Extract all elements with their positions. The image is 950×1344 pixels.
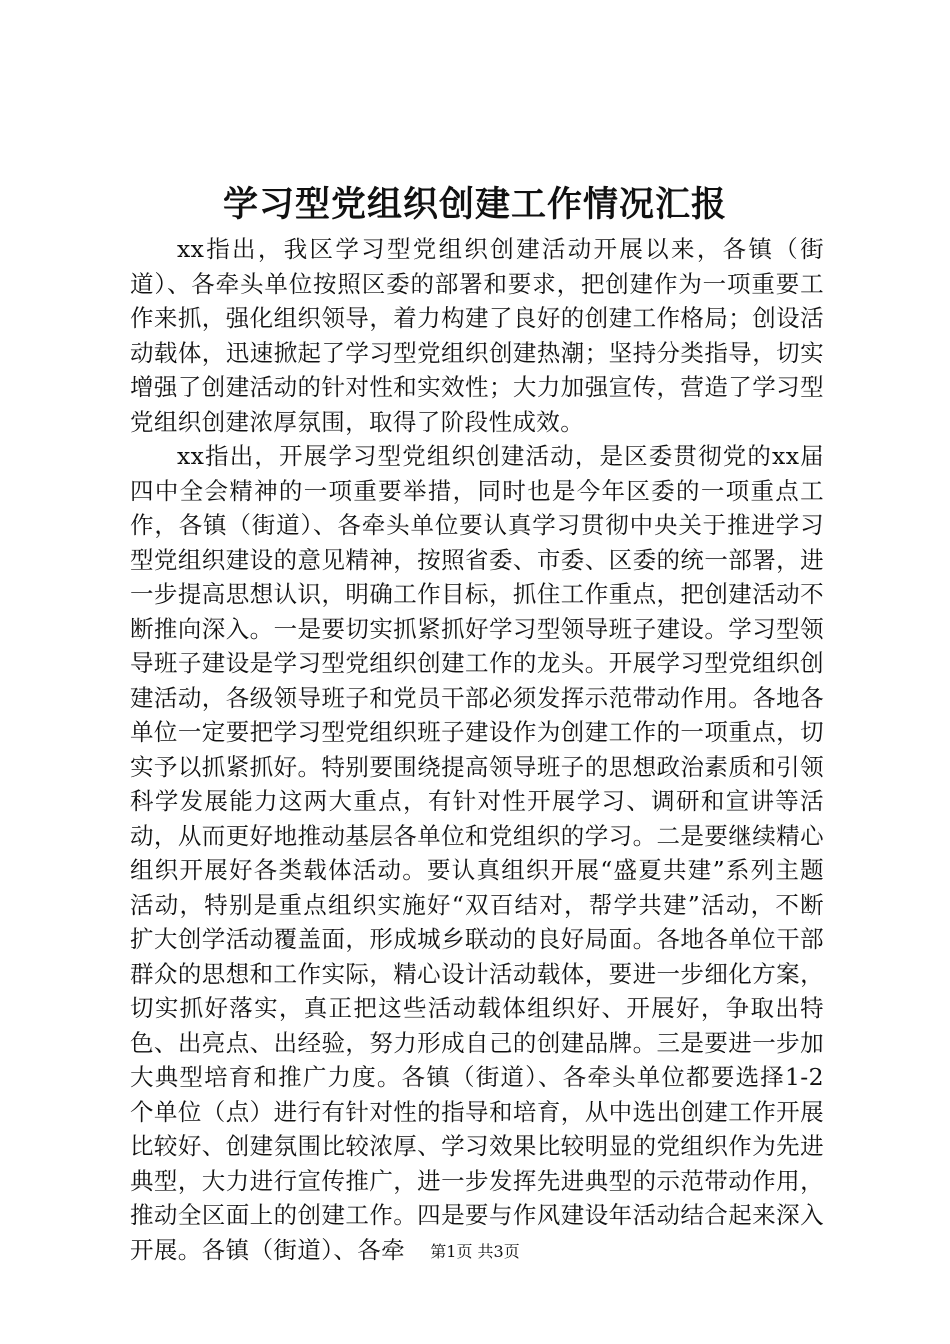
page-number-footer: 第1页 共3页: [430, 1242, 520, 1261]
body-paragraph-2: xx指出，开展学习型党组织创建活动，是区委贯彻党的xx届四中全会精神的一项重要举措，同时也是今年区委的一项重点工作，各镇（街道）、各牵头单位要认真学习贯彻中央关于推进学习型党组织建设的意见精神，按照省委、市委、区委的统一部署，进一步提高思想认识，明确工作目标，抓住工作重点，把创建活动不断推向深入。一是要切实抓紧抓好学习型领导班子建设。学习型领导班子建设是学习型党组织创建工作的龙头。开展学习型党组织创建活动，各级领导班子和党员干部必须发挥示范带动作用。各地各单位一定要把学习型党组织班子建设作为创建工作的一项重点，切实予以抓紧抓好。特别要围绕提高领导班子的思想政治素质和引领科学发展能力这两大重点，有针对性开展学习、调研和宣讲等活动，从而更好地推动基层各单位和党组织的学习。二是要继续精心组织开展好各类载体活动。要认真组织开展“盛夏共建”系列主题活动，特别是重点组织实施好“双百结对，帮学共建”活动，不断扩大创学活动覆盖面，形成城乡联动的良好局面。各地各单位干部群众的思想和工作实际，精心设计活动载体，要进一步细化方案，切实抓好落实，真正把这些活动载体组织好、开展好，争取出特色、出亮点、出经验，努力形成自己的创建品牌。三是要进一步加大典型培育和推广力度。各镇（街道）、各牵头单位都要选择1-2个单位（点）进行有针对性的指导和培育，从中选出创建工作开展比较好、创建氛围比较浓厚、学习效果比较明显的党组织作为先进典型，大力进行宣传推广，进一步发挥先进典型的示范带动作用，推动全区面上的创建工作。四是要与作风建设年活动结合起来深入开展。各镇（街道）、各牵: [130, 442, 824, 1264]
document-body: [130, 232, 824, 1267]
body-paragraph-1: xx指出，我区学习型党组织创建活动开展以来，各镇（街道）、各牵头单位按照区委的部署和要求，把创建作为一项重要工作来抓，强化组织领导，着力构建了良好的创建工作格局；创设活动载体，迅速掀起了学习型党组织创建热潮；坚持分类指导，切实增强了创建活动的针对性和实效性；大力加强宣传，营造了学习型党组织创建浓厚氛围，取得了阶段性成效。: [130, 235, 824, 436]
document-title: 学习型党组织创建工作情况汇报: [222, 184, 727, 225]
